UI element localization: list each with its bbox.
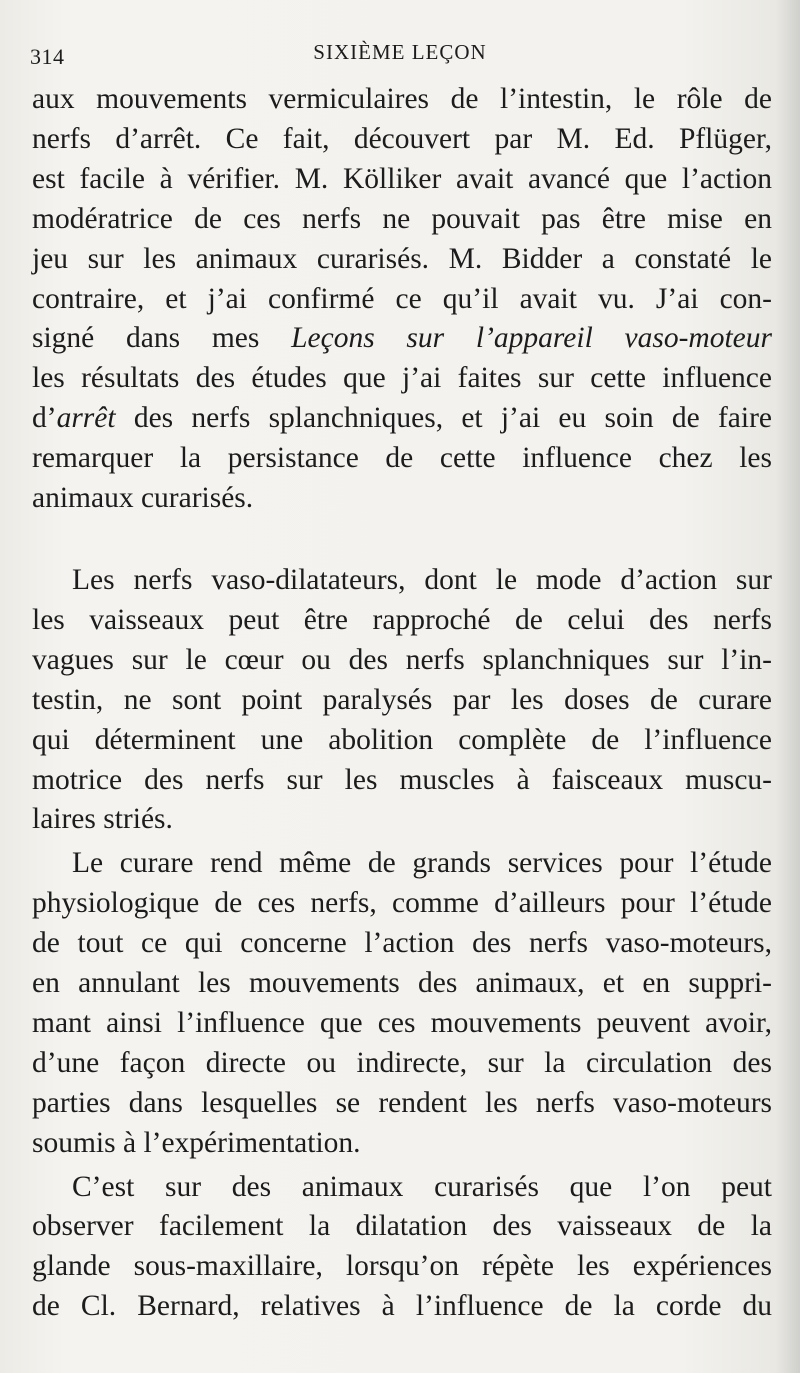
paragraph [32, 1168, 772, 1328]
text-line: contraire, et j’ai confirmé ce qu’il avait vu. J’ai con- [32, 282, 772, 315]
text-line: mant ainsi l’influence que ces mouvements peuvent avoir, [32, 1006, 772, 1039]
text-line: les résultats des études que j’ai faites sur cette influence [32, 362, 772, 395]
text-line: de Cl. Bernard, relatives à l’influence de la corde du [32, 1290, 772, 1323]
text-line: Les nerfs vaso-dilatateurs, dont le mode d’action sur [72, 563, 772, 596]
text-line: observer facilement la dilatation des vaisseaux de la [32, 1210, 772, 1243]
text-line: qui déterminent une abolition complète de l’influence [32, 723, 772, 756]
text-line: motrice des nerfs sur les muscles à faisceaux muscu- [32, 763, 772, 796]
text-line: testin, ne sont point paralysés par les doses de curare [32, 683, 772, 716]
text-line: les vaisseaux peut être rapproché de celui des nerfs [32, 603, 772, 636]
text-line: glande sous-maxillaire, lorsqu’on répète les expériences [32, 1250, 772, 1283]
text-line: aux mouvements vermiculaires de l’intestin, le rôle de [32, 83, 772, 115]
line-text: d’ [32, 402, 57, 435]
italic-title: Leçons sur l’appareil vaso-moteur [291, 322, 772, 355]
text-line: C’est sur des animaux curarisés que l’on peut [72, 1170, 772, 1203]
text-line: est facile à vérifier. M. Kölliker avait avancé que l’action [32, 162, 772, 195]
line-text: des nerfs splanchniques, et j’ai eu soin de faire [115, 402, 772, 435]
paragraph-spacer [32, 519, 772, 561]
text-line: physiologique de ces nerfs, comme d’ailleurs pour l’étude [32, 887, 772, 920]
paragraph [32, 561, 772, 840]
text-line: jeu sur les animaux curarisés. M. Bidder a constaté le [32, 242, 772, 275]
italic-word: arrêt [56, 402, 116, 435]
text-line [32, 399, 772, 439]
page-number: 314 [30, 44, 65, 69]
body-text [32, 80, 772, 1327]
paragraph [32, 80, 772, 519]
text-line: laires striés. [32, 803, 173, 836]
line-text: signé dans mes [32, 322, 292, 355]
text-line: parties dans lesquelles se rendent les nerfs vaso-moteurs [32, 1086, 772, 1119]
running-head: SIXIÈME LEÇON [313, 40, 487, 64]
text-line: soumis à l’expérimentation. [32, 1126, 361, 1159]
text-line: vagues sur le cœur ou des nerfs splanchniques sur l’in- [32, 643, 772, 676]
text-line: en annulant les mouvements des animaux, et en suppri- [32, 967, 772, 1000]
text-line: Le curare rend même de grands services pour l’étude [72, 847, 772, 880]
text-line: animaux curarisés. [32, 482, 254, 515]
paragraph [32, 844, 772, 1163]
text-line: d’une façon directe ou indirecte, sur la circulation des [32, 1046, 772, 1079]
text-line: remarquer la persistance de cette influence chez les [32, 442, 772, 475]
text-line [32, 319, 772, 359]
text-line: modératrice de ces nerfs ne pouvait pas être mise en [32, 202, 772, 235]
text-line: de tout ce qui concerne l’action des nerfs vaso-moteurs, [32, 927, 772, 960]
text-line: nerfs d’arrêt. Ce fait, découvert par M. Ed. Pflüger, [32, 122, 772, 155]
